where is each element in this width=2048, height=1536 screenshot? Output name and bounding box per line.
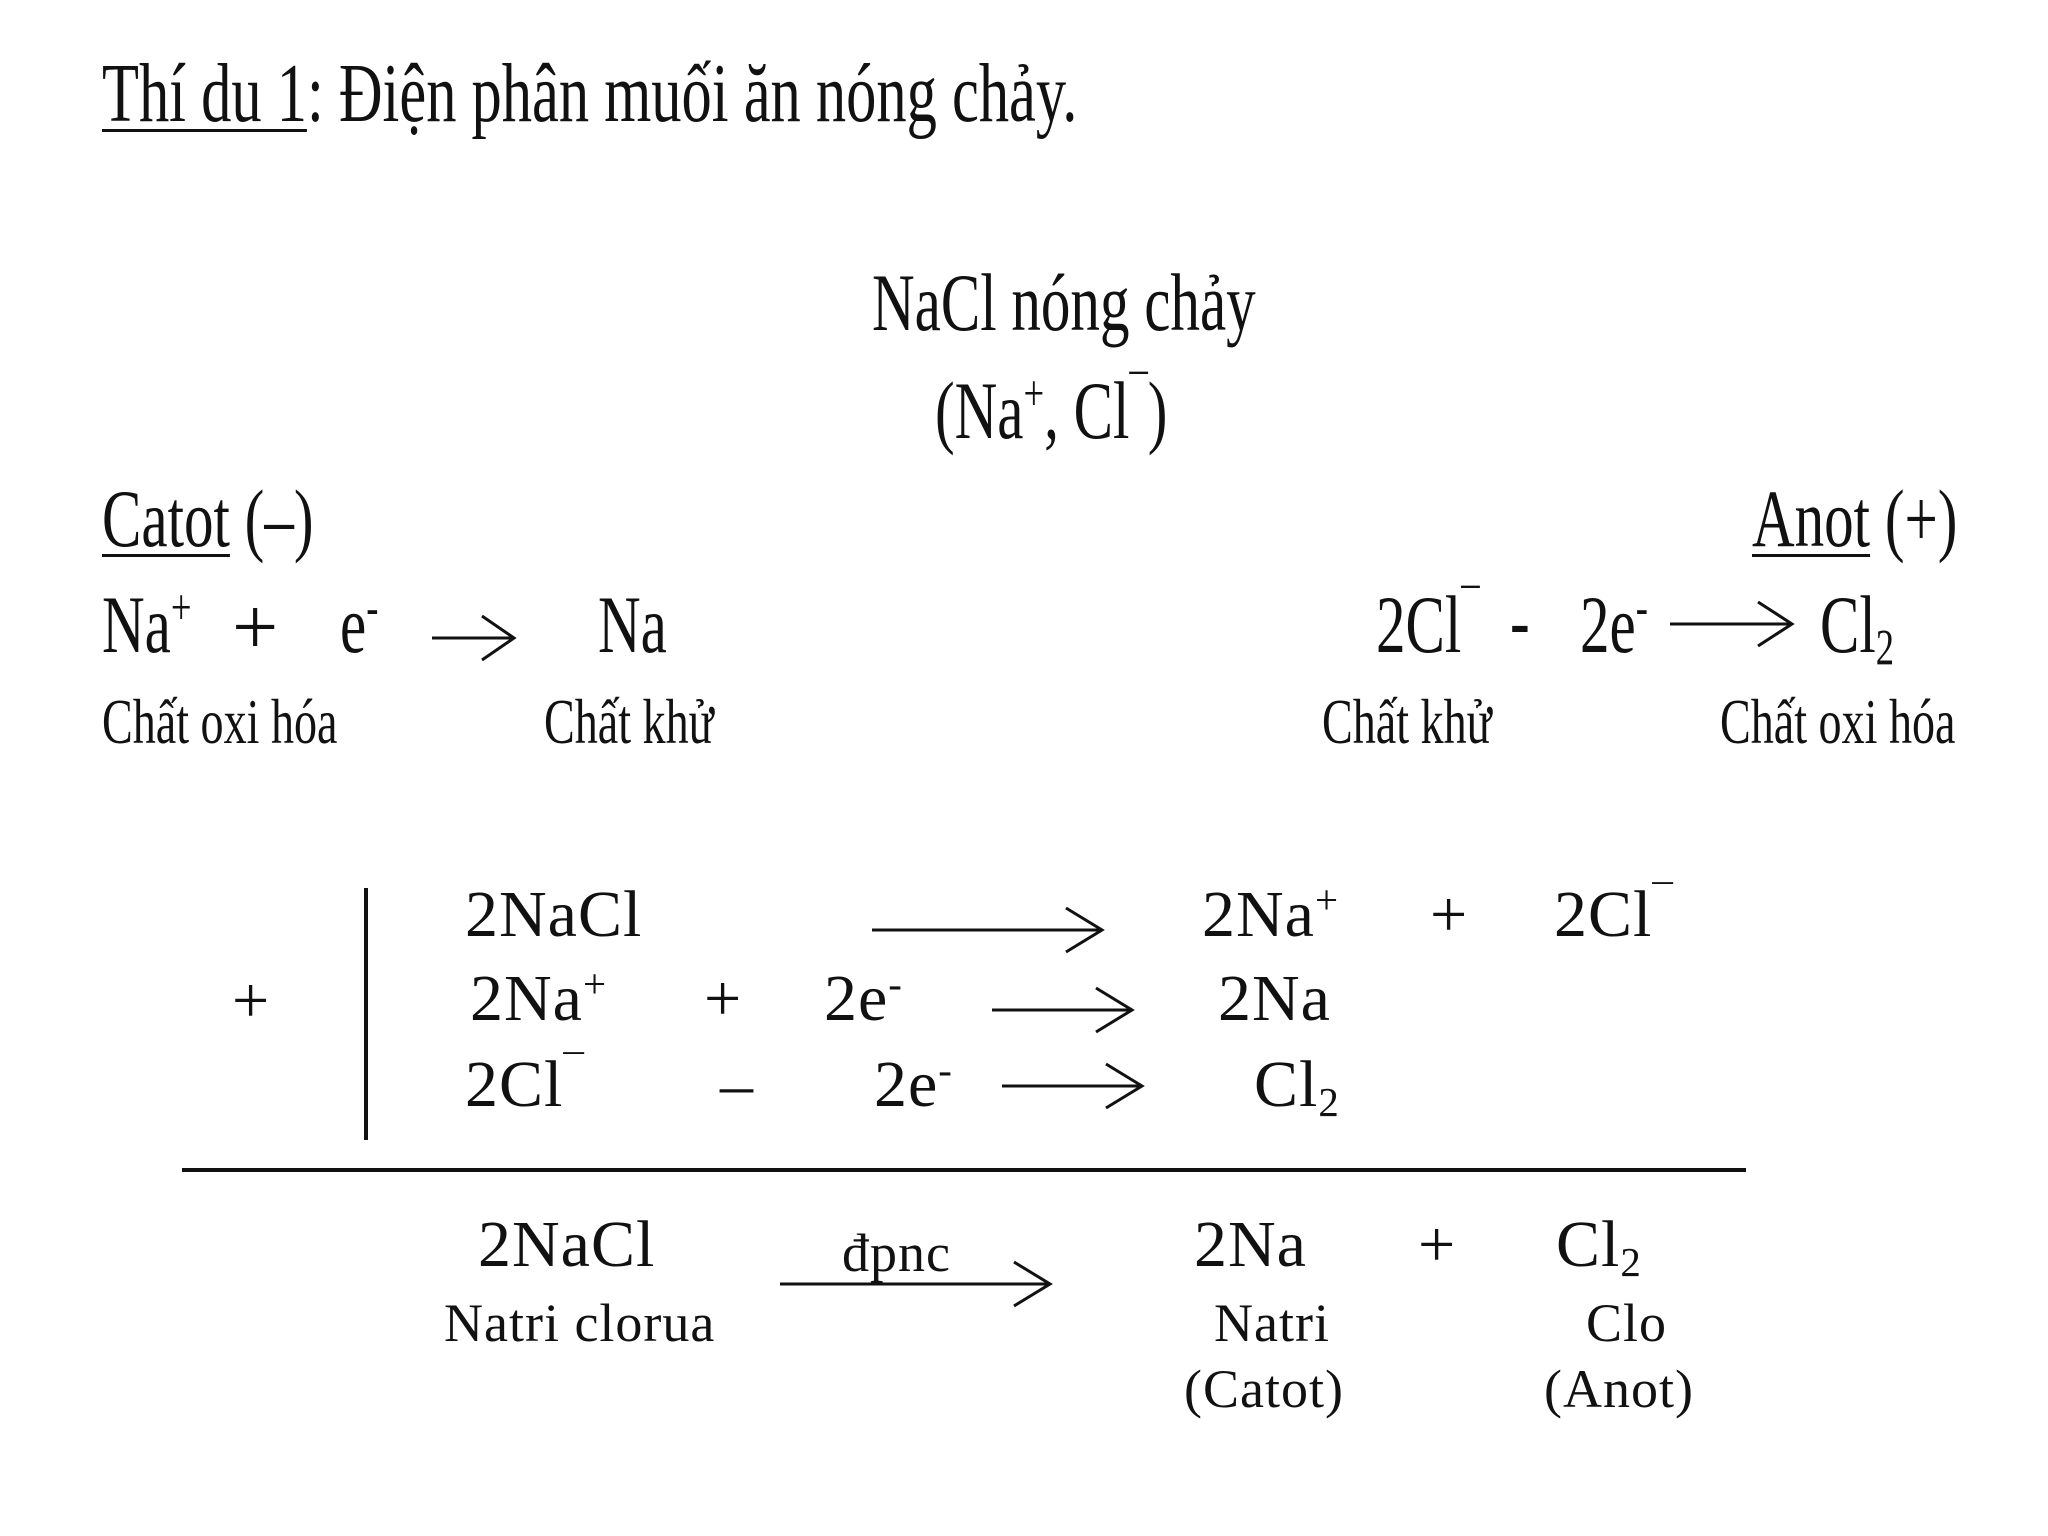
anode-product-role: Chất oxi hóa — [1720, 686, 1956, 757]
anode-ion: 2Cl¯ — [1376, 579, 1480, 670]
overall-product1-where: (Catot) — [1184, 1359, 1344, 1419]
page-title — [102, 47, 1457, 140]
row3-minus: – — [720, 1048, 754, 1121]
cathode-electron: e- — [340, 579, 379, 670]
cathode-product: Na — [598, 579, 667, 670]
row2-electron: 2e- — [824, 961, 903, 1035]
row2-plus: + — [704, 962, 743, 1035]
overall-product2-name: Clo — [1586, 1293, 1668, 1353]
cathode-reactant-role: Chất oxi hóa — [102, 686, 338, 757]
cathode-ion: Na+ — [102, 579, 192, 670]
cathode-product-role: Chất khử — [544, 686, 714, 757]
row2-reactant: 2Na+ — [470, 961, 608, 1035]
anode-sign: (+) — [1870, 473, 1958, 564]
example-label: Thí du 1 — [102, 47, 307, 140]
anode-minus: - — [1510, 575, 1530, 666]
row1-product2: 2Cl¯ — [1554, 877, 1674, 951]
row2-arrow — [990, 980, 1140, 1040]
overall-plus: + — [1418, 1208, 1457, 1281]
anode-arrow — [1668, 594, 1798, 654]
sum-bracket — [364, 888, 368, 1140]
melt-ions: (Na+, Cl¯) — [935, 365, 1168, 456]
anode-reactant-role: Chất khử — [1322, 686, 1492, 757]
row1-reactant: 2NaCl — [465, 878, 643, 951]
cathode-label: Catot — [102, 473, 230, 564]
row2-product: 2Na — [1218, 962, 1331, 1035]
row1-plus: + — [1430, 878, 1469, 951]
row1-product1: 2Na+ — [1202, 877, 1340, 951]
cathode-arrow — [430, 608, 520, 668]
anode-product: $Cl_2$ — [1820, 579, 1895, 676]
sum-line — [182, 1168, 1746, 1172]
overall-product2: $Cl_2$ — [1556, 1208, 1642, 1286]
anode-heading — [1752, 473, 2037, 564]
row1-arrow — [870, 900, 1110, 960]
row3-product: $Cl_2$ — [1254, 1048, 1340, 1126]
overall-reactant-name: Natri clorua — [444, 1293, 716, 1353]
sum-plus-sign: + — [232, 964, 271, 1037]
anode-electron: 2e- — [1580, 579, 1648, 670]
overall-product1: 2Na — [1194, 1208, 1307, 1281]
overall-arrow — [778, 1254, 1058, 1314]
row3-reactant: 2Cl¯ — [465, 1047, 585, 1121]
cathode-sign: (–) — [229, 473, 314, 564]
row3-electron: 2e- — [874, 1047, 953, 1121]
row3-arrow — [1000, 1056, 1150, 1116]
anode-label: Anot — [1752, 473, 1871, 564]
melt-name: NaCl nóng chảy — [872, 257, 1256, 348]
overall-reactant: 2NaCl — [478, 1208, 656, 1281]
cathode-heading — [102, 473, 396, 564]
cathode-plus: + — [232, 581, 279, 672]
overall-product1-name: Natri — [1214, 1293, 1330, 1353]
overall-condition: đpnc — [842, 1223, 951, 1283]
title-text: : Điện phân muối ăn nóng chảy. — [306, 47, 1078, 140]
overall-product2-where: (Anot) — [1544, 1359, 1694, 1419]
